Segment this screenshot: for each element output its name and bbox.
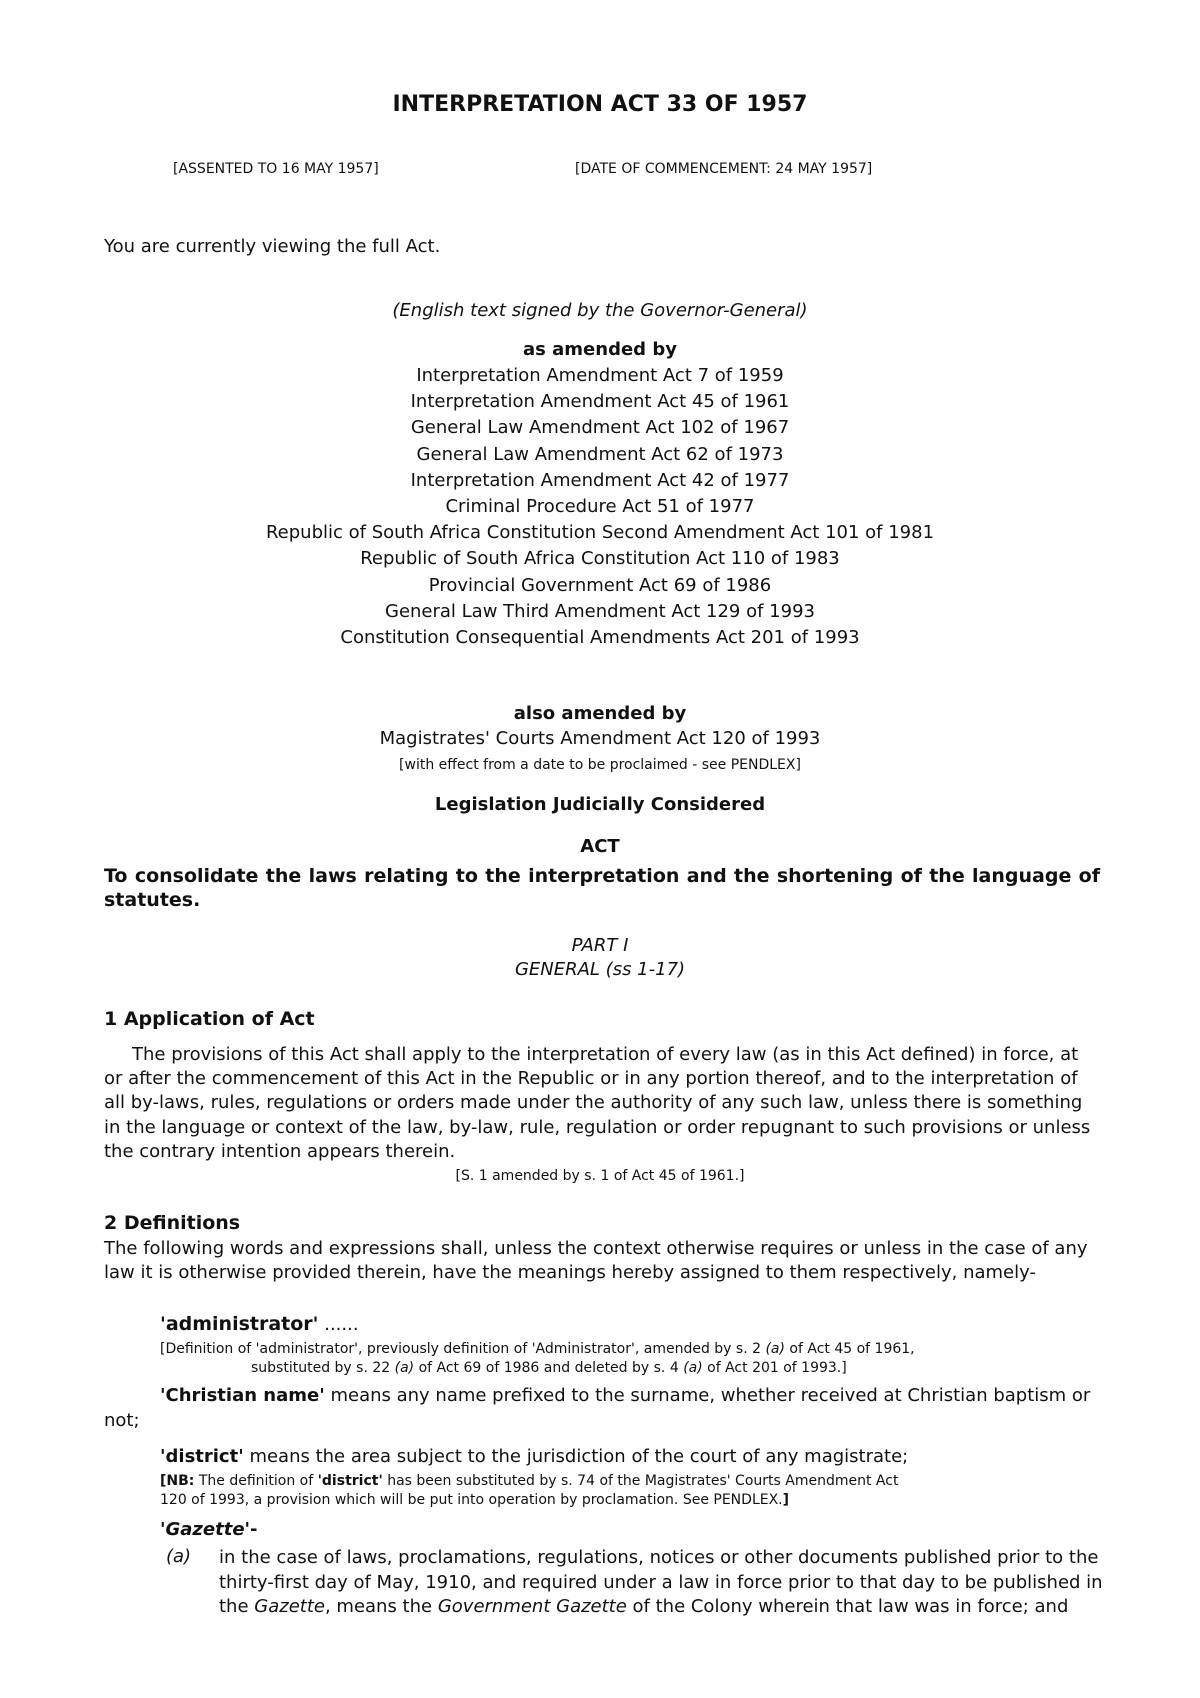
act-title: INTERPRETATION ACT 33 OF 1957 — [392, 92, 808, 117]
long-title: To consolidate the laws relating to the interpretation and the shortening of the language of statutes. — [104, 865, 1100, 911]
amending-act: Republic of South Africa Constitution Second Amendment Act 101 of 1981 — [265, 522, 935, 544]
amending-act: Republic of South Africa Constitution Act 110 of 1983 — [360, 548, 840, 570]
commencement-date: [DATE OF COMMENCEMENT: 24 MAY 1957] — [575, 161, 873, 177]
section-1-text: The provisions of this Act shall apply to the interpretation of every law (as in this Act defined) in force, at or after the commencement of this Act in the Republic or in any portion thereof, and to the interpretation of all by-laws, rules, regulations or orders made under the authority of any such law, unless there is something in the language or context of the law, by-law, rule, regulation or order repugnant to such provisions or unless the contrary intention appears therein. — [104, 1044, 1091, 1162]
section-2-intro: The following words and expressions shall, unless the context otherwise requires or unless in the case of any law it is otherwise provided therein, have the meanings hereby assigned to them respectively, namely- — [104, 1238, 1088, 1284]
definition-ellipsis: ...... — [318, 1314, 359, 1335]
assented-date: [ASSENTED TO 16 MAY 1957] — [173, 161, 379, 177]
amending-act: General Law Third Amendment Act 129 of 1993 — [385, 600, 815, 622]
administrator-note: [Definition of 'administrator', previously definition of 'Administrator', amended by s. 2 (a) of Act 45 of 1961, substituted by s. 22 (a) of Act 69 of 1986 and deleted by s. 4 (a) of Act 201 of 1993.] — [160, 1341, 915, 1376]
amending-act: Criminal Procedure Act 51 of 1977 — [445, 496, 755, 518]
act-label: ACT — [580, 836, 620, 857]
legislation-considered-link[interactable]: Legislation Judicially Considered — [434, 794, 766, 815]
section-1-amendment-note: [S. 1 amended by s. 1 of Act 45 of 1961.] — [455, 1168, 745, 1184]
definition-christian-name: 'Christian name' means any name prefixed to the surname, whether received at Christian baptism or not; — [104, 1385, 1091, 1431]
also-amended-heading: also amended by — [513, 703, 687, 724]
defined-term: 'district' — [160, 1446, 244, 1467]
definition-district: 'district' means the area subject to the jurisdiction of the court of any magistrate; — [160, 1446, 909, 1467]
defined-term: 'Christian name' — [160, 1385, 325, 1406]
amending-act: General Law Amendment Act 62 of 1973 — [416, 443, 784, 465]
amended-by-heading: as amended by — [523, 339, 677, 360]
amending-act: Interpretation Amendment Act 7 of 1959 — [416, 365, 784, 386]
section-2-heading: 2 Definitions — [104, 1212, 241, 1234]
defined-term: Gazette — [165, 1519, 245, 1540]
amending-act: Interpretation Amendment Act 42 of 1977 — [410, 469, 790, 491]
section-1-heading: 1 Application of Act — [104, 1008, 315, 1030]
gazette-paragraph-a: in the case of laws, proclamations, regulations, notices or other documents published prior to the thirty-first day of May, 1910, and required under a law in force prior to that day to be published in the Gazette, means the Government Gazette of the Colony wherein that law was in force; and — [219, 1547, 1103, 1617]
viewing-note: You are currently viewing the full Act. — [104, 236, 441, 257]
district-nb-note: [NB: The definition of 'district' has been substituted by s. 74 of the Magistrates' Courts Amendment Act 120 of 1993, a provision which will be put into operation by proclamation. See PENDLEX.] — [160, 1473, 899, 1508]
amended-by-list — [0, 363, 1200, 651]
amending-act: General Law Amendment Act 102 of 1967 — [410, 417, 790, 439]
part-name: GENERAL (ss 1-17) — [514, 959, 686, 980]
definition-administrator — [160, 1312, 1100, 1338]
paragraph-label: (a) — [166, 1546, 192, 1567]
signed-note: (English text signed by the Governor-General) — [392, 300, 808, 321]
amending-act: Provincial Government Act 69 of 1986 — [428, 574, 772, 596]
also-amended-note: [with effect from a date to be proclaimed - see PENDLEX] — [399, 757, 801, 773]
definition-gazette: 'Gazette'- — [160, 1519, 258, 1540]
amending-act: Constitution Consequential Amendments Act 201 of 1993 — [340, 627, 860, 649]
also-amended-act: Magistrates' Courts Amendment Act 120 of 1993 — [379, 728, 821, 749]
defined-term: 'administrator' — [160, 1313, 319, 1335]
amending-act: Interpretation Amendment Act 45 of 1961 — [410, 391, 790, 413]
part-number: PART I — [571, 935, 629, 956]
